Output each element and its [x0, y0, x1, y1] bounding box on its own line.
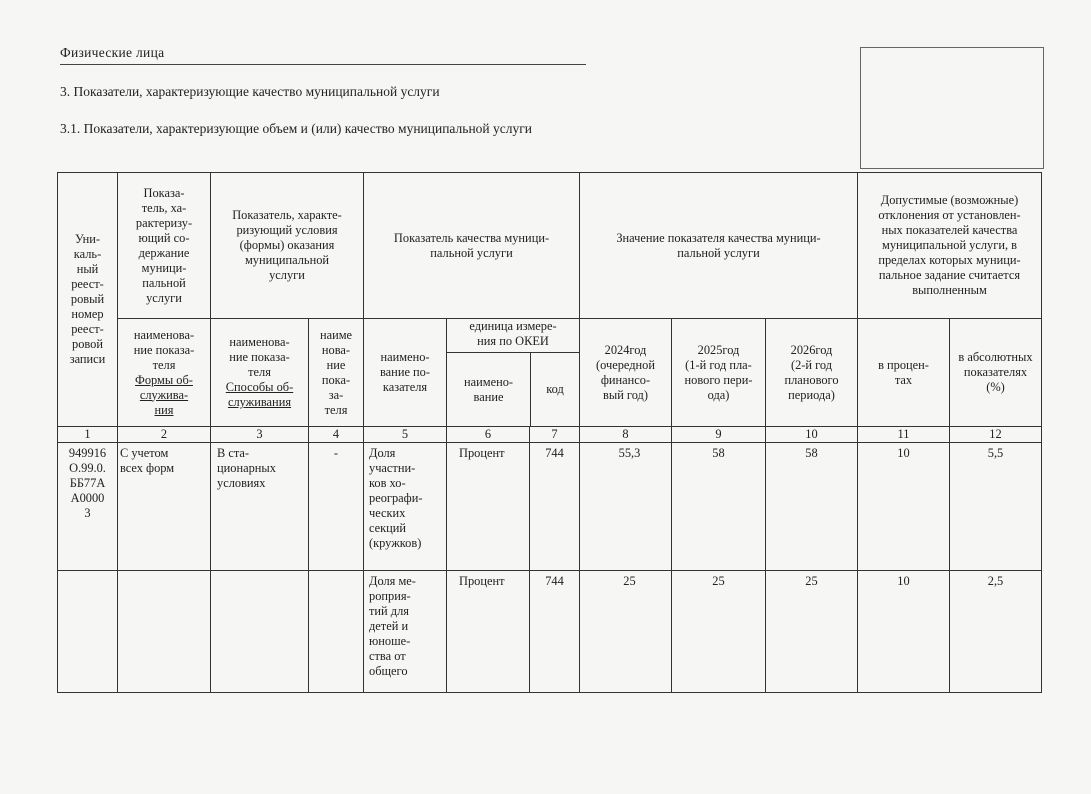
header-col5: наимено- вание по- казателя — [364, 319, 447, 427]
cell-col4 — [309, 571, 364, 693]
underline-rule — [60, 64, 586, 65]
section-3-heading: 3. Показатели, характеризующие качество муниципальной услуги — [60, 84, 440, 99]
col-number: 9 — [672, 427, 766, 443]
header-value-indicator: Значение показателя качества муници- пальной услуги — [580, 173, 858, 319]
header-in-absolute: в абсолютных показателях (%) — [950, 319, 1042, 427]
col3-value: Способы об- служивания — [225, 380, 294, 409]
col-number: 3 — [211, 427, 309, 443]
cell-service-method: В ста- ционарных условиях — [211, 443, 309, 571]
quality-indicators-table — [57, 172, 1042, 693]
header-in-percent: в процен- тах — [858, 319, 950, 427]
col-number: 8 — [580, 427, 672, 443]
cell-value-2024: 55,3 — [580, 443, 672, 571]
header-quality-indicator: Показатель качества муници- пальной услуги — [364, 173, 580, 319]
header-year-2026: 2026год (2-й год планового периода) — [766, 319, 858, 427]
header-unit — [447, 319, 580, 427]
cell-value-2024: 25 — [580, 571, 672, 693]
recipient-category: Физические лица — [60, 45, 165, 60]
code-box — [860, 47, 1044, 169]
header-conditions-indicator: Показатель, характе- ризующий условия (формы) оказания муниципальной услуги — [211, 173, 364, 319]
header-content-indicator: Показа- тель, ха- рактеризу- ющий со- держание муници- пальной услуги — [118, 173, 211, 319]
cell-registry-number: 949916 О.99.0. ББ77А А0000 3 — [58, 443, 118, 571]
header-row-2 — [58, 319, 1042, 427]
col2-value: Формы об- служива- ния — [135, 372, 193, 417]
section-3-1-heading: 3.1. Показатели, характеризующие объем и (или) качество муниципальной услуги — [60, 121, 533, 136]
cell-unit-name: Процент — [447, 443, 530, 571]
column-number-row — [58, 427, 1042, 443]
header-row-1 — [58, 173, 1042, 319]
unit-subheaders — [447, 353, 579, 426]
col-number: 11 — [858, 427, 950, 443]
header-col4: наиме нова- ние пока- за- теля — [309, 319, 364, 427]
cell-col4: - — [309, 443, 364, 571]
unit-okei: единица измере- ния по ОКЕИ — [447, 319, 579, 353]
cell-unit-code: 744 — [530, 571, 580, 693]
cell-value-2025: 25 — [672, 571, 766, 693]
col-number: 4 — [309, 427, 364, 443]
col3-name: наименова- ние показа- теля — [229, 335, 290, 379]
col-number: 6 — [447, 427, 530, 443]
cell-unit-name: Процент — [447, 571, 530, 693]
table-row — [58, 443, 1042, 571]
header-col3 — [211, 319, 309, 427]
cell-value-2026: 25 — [766, 571, 858, 693]
table-row — [58, 571, 1042, 693]
header-year-2025: 2025год (1-й год пла- нового пери- ода) — [672, 319, 766, 427]
header-unique-number: Уни- каль- ный реест- ровый номер реест- ровой записи — [58, 173, 118, 427]
cell-value-2025: 58 — [672, 443, 766, 571]
cell-indicator-name: Доля участни- ков хо- реографи- ческих секций (кружков) — [364, 443, 447, 571]
unit-name: наимено- вание — [447, 353, 531, 426]
col2-name: наименова- ние показа- теля — [133, 327, 195, 372]
unit-code: код — [546, 382, 564, 396]
cell-unit-code: 744 — [530, 443, 580, 571]
cell-deviation-absolute: 2,5 — [950, 571, 1042, 693]
cell-service-form — [118, 571, 211, 693]
header-col2 — [118, 319, 211, 427]
col-number: 10 — [766, 427, 858, 443]
header-year-2024: 2024год (очередной финансо- вый год) — [580, 319, 672, 427]
col-number: 1 — [58, 427, 118, 443]
cell-indicator-name: Доля ме- роприя- тий для детей и юноше- ства от общего — [364, 571, 447, 693]
cell-deviation-percent: 10 — [858, 571, 950, 693]
col-number: 12 — [950, 427, 1042, 443]
col-number: 7 — [530, 427, 580, 443]
cell-registry-number — [58, 571, 118, 693]
header-deviation: Допустимые (возможные) отклонения от установлен- ных показателей качества муниципальной услуги, в пределах которых муници- пальное задание считается выполненным — [858, 173, 1042, 319]
cell-deviation-percent: 10 — [858, 443, 950, 571]
col-number: 5 — [364, 427, 447, 443]
col-number: 2 — [118, 427, 211, 443]
cell-value-2026: 58 — [766, 443, 858, 571]
cell-service-form: С учетом всех форм — [118, 443, 211, 571]
cell-deviation-absolute: 5,5 — [950, 443, 1042, 571]
cell-service-method — [211, 571, 309, 693]
